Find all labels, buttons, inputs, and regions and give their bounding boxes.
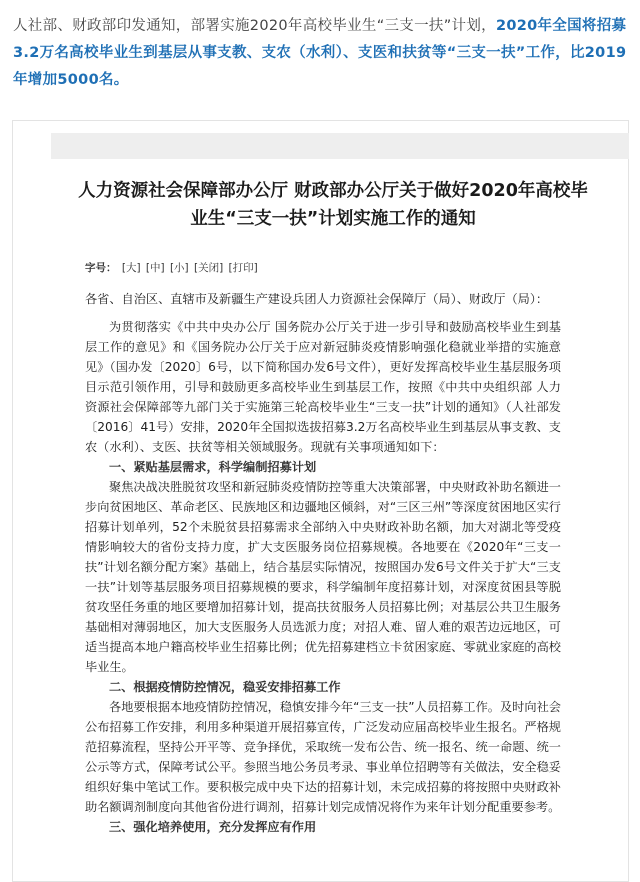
salutation: 各省、自治区、直辖市及新疆生产建设兵团人力资源社会保障厅（局）、财政厅（局）： <box>85 292 549 306</box>
font-small-link[interactable]: [小] <box>169 262 189 274</box>
paragraph-section-1: 聚焦决战决胜脱贫攻坚和新冠肺炎疫情防控等重大决策部署，中央财政补助名额进一步向贫困地区、革命老区、民族地区和边疆地区倾斜，对“三区三州”等深度贫困地区实行招募计划单列，52个未脱贫县招募需求全部纳入中央财政补助名额，加大对湖北等受疫情影响较大的省份支持力度，扩大支医服务岗位招募规模。各地要在《2020年“三支一扶”计划名额分配方案》基础上，结合基层实际情况，按照国办发6号文件关于扩大“三支一扶”计划等基层服务项目招募规模的要求，科学编制年度招募计划，对深度贫困县等脱贫攻坚任务重的地区要增加招募计划，提高扶贫服务人员招募比例；对基层公共卫生服务基础相对薄弱地区，加大支医服务人员选派力度；对招人难、留人难的艰苦边远地区，可适当提高本地户籍高校毕业生招募比例；优先招募建档立卡贫困家庭、零就业家庭的高校毕业生。 <box>85 480 561 674</box>
section-heading-2: 二、根据疫情防控情况，稳妥安排招募工作 <box>109 680 341 694</box>
article-title: 人力资源社会保障部办公厅 财政部办公厅关于做好2020年高校毕业生“三支一扶”计划实施工作的通知 <box>78 181 588 229</box>
intro-highlight: 2020年全国将招募3.2万名高校毕业生到基层从事支教、支农（水利）、支医和扶贫等“三支一扶”工作，比2019年增加5000名。 <box>13 18 627 88</box>
section-heading-1: 一、紧贴基层需求，科学编制招募计划 <box>109 460 317 474</box>
article-body <box>85 289 561 837</box>
font-large-link[interactable]: [大] <box>121 262 141 274</box>
font-medium-link[interactable]: [中] <box>145 262 165 274</box>
intro-text: 人社部、财政部印发通知，部署实施2020年高校毕业生“三支一扶”计划， <box>13 18 496 34</box>
close-link[interactable]: [关闭] <box>193 262 224 274</box>
font-size-controls <box>85 260 258 275</box>
font-size-label: 字号： <box>85 262 117 274</box>
print-link[interactable]: [打印] <box>228 262 258 274</box>
intro-summary <box>13 13 627 94</box>
article-header-bar <box>51 133 629 159</box>
article-frame <box>12 120 629 882</box>
section-heading-3: 三、强化培养使用，充分发挥应有作用 <box>109 820 317 834</box>
paragraph-section-2: 各地要根据本地疫情防控情况，稳慎安排今年“三支一扶”人员招募工作。及时向社会公布招募工作安排，利用多种渠道开展招募宣传，广泛发动应届高校毕业生报名。严格规范招募流程，坚持公开平等、竞争择优，采取统一发布公告、统一报名、统一命题、统一公示等方式，保障考试公平。参照当地公务员考录、事业单位招聘等有关做法，安全稳妥组织好集中笔试工作。要积极完成中央下达的招募计划，未完成招募的将按照中央财政补助名额调剂制度向其他省份进行调剂，招募计划完成情况将作为来年计划分配重要参考。 <box>85 700 561 814</box>
paragraph-intro: 为贯彻落实《中共中央办公厅 国务院办公厅关于进一步引导和鼓励高校毕业生到基层工作的意见》和《国务院办公厅关于应对新冠肺炎疫情影响强化稳就业举措的实施意见》（国办发〔2020〕6号，以下简称国办发6号文件），更好发挥高校毕业生基层服务项目示范引领作用，引导和鼓励更多高校毕业生到基层工作，按照《中共中央组织部 人力资源社会保障部等九部门关于实施第三轮高校毕业生“三支一扶”计划的通知》（人社部发〔2016〕41号）安排，2020年全国拟选拔招募3.2万名高校毕业生到基层从事支教、支农（水利）、支医、扶贫等相关领域服务。现就有关事项通知如下： <box>85 320 561 454</box>
